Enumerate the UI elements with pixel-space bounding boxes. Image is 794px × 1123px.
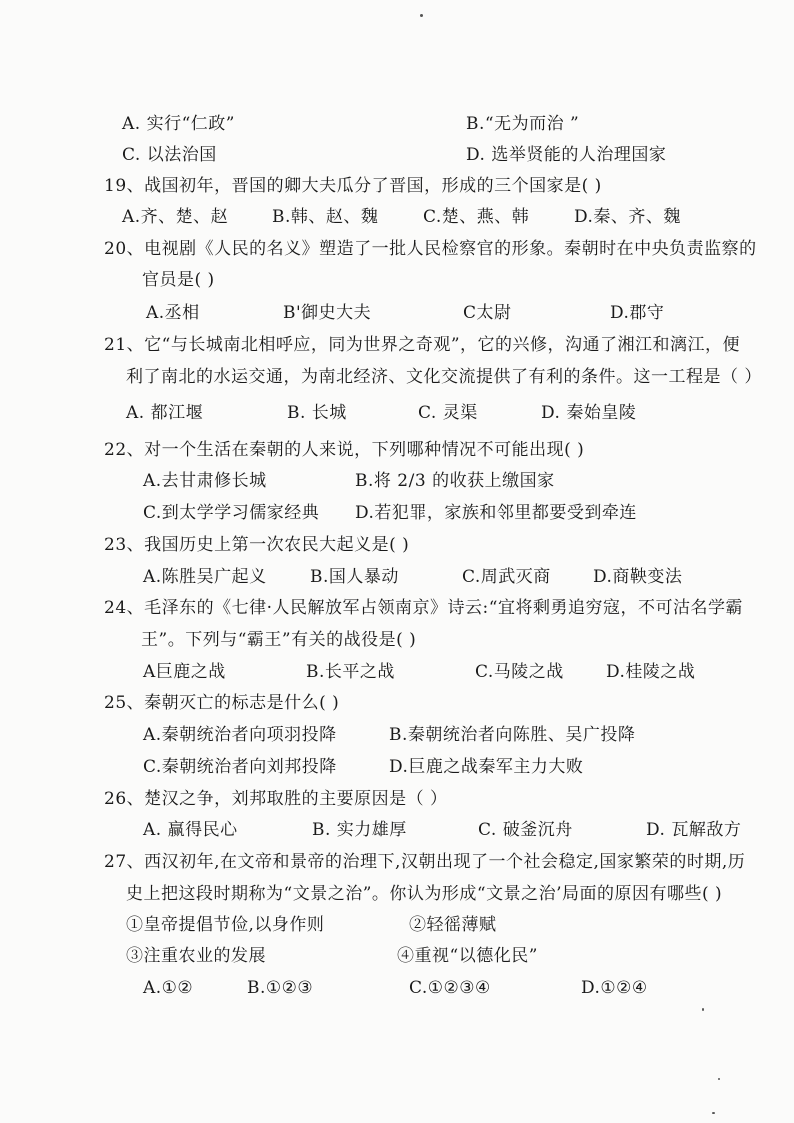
q27-item-1: ①皇帝提倡节俭,以身作则: [126, 915, 325, 935]
q19-option-d: D.秦、齐、魏: [574, 207, 681, 227]
q21-option-a: A. 都江堰: [126, 403, 204, 423]
q25-option-a: A.秦朝统治者向项羽投降: [143, 725, 337, 745]
q25-option-b: B.秦朝统治者向陈胜、吴广投降: [389, 725, 636, 745]
q20-option-d: D.郡守: [610, 303, 665, 323]
q21-option-d: D. 秦始皇陵: [541, 403, 637, 423]
q21-option-c: C. 灵渠: [418, 403, 478, 423]
q19-stem: 19、战国初年，晋国的卿大夫瓜分了晋国，形成的三个国家是( ): [104, 176, 602, 196]
q22-option-b: B.将 2/3 的收获上缴国家: [355, 471, 555, 491]
q18-option-d: D. 选举贤能的人治理国家: [466, 145, 667, 165]
q20-stem-line1: 20、电视剧《人民的名义》塑造了一批人民检察官的形象。秦朝时在中央负责监察的: [104, 239, 757, 259]
q26-option-d: D. 瓦解敌方: [646, 820, 742, 840]
q18-option-c: C. 以法治国: [122, 145, 217, 165]
q20-option-a: A.丞相: [146, 303, 200, 323]
q26-option-c: C. 破釜沉舟: [478, 820, 573, 840]
scan-speck: [702, 1008, 704, 1011]
q26-option-a: A. 赢得民心: [143, 820, 238, 840]
q27-option-a: A.①②: [143, 978, 194, 998]
q18-option-b: B.“无为而治 ”: [466, 114, 580, 134]
q26-option-b: B. 实力雄厚: [312, 820, 407, 840]
q19-option-b: B.韩、赵、魏: [272, 207, 379, 227]
q23-stem: 23、我国历史上第一次农民大起义是( ): [104, 535, 410, 555]
q23-option-d: D.商鞅变法: [593, 567, 683, 587]
q20-stem-line2: 官员是( ): [142, 270, 215, 290]
q21-stem-line1: 21、它“与长城南北相呼应，同为世界之奇观”，它的兴修，沟通了湘江和漓江，便: [104, 335, 741, 355]
q22-option-d: D.若犯罪，家族和邻里都要受到牵连: [355, 503, 637, 523]
q27-option-b: B.①②③: [247, 978, 314, 998]
q24-option-b: B.长平之战: [306, 662, 395, 682]
q24-option-c: C.马陵之战: [475, 662, 564, 682]
q24-option-a: A巨鹿之战: [143, 662, 226, 682]
q25-stem: 25、秦朝灭亡的标志是什么( ): [104, 693, 340, 713]
q22-option-a: A.去甘肃修长城: [143, 471, 267, 491]
q27-item-3: ③注重农业的发展: [126, 946, 266, 966]
q24-option-d: D.桂陵之战: [606, 662, 696, 682]
q20-option-b: B'御史大夫: [283, 303, 372, 323]
q25-option-c: C.秦朝统治者向刘邦投降: [143, 757, 337, 777]
scan-speck: [718, 1078, 720, 1080]
q24-stem-line1: 24、毛泽东的《七律·人民解放军占领南京》诗云:“宜将剩勇追穷寇，不可沽名学霸: [104, 598, 743, 618]
scan-speck: [712, 1112, 715, 1114]
q20-option-c: C太尉: [463, 303, 512, 323]
q23-option-b: B.国人暴动: [310, 567, 399, 587]
q26-stem: 26、楚汉之争，刘邦取胜的主要原因是（ ）: [104, 789, 448, 809]
q27-option-c: C.①②③④: [409, 978, 491, 998]
q25-option-d: D.巨鹿之战秦军主力大败: [389, 757, 584, 777]
q27-item-2: ②轻徭薄赋: [409, 915, 497, 935]
q22-stem: 22、对一个生活在秦朝的人来说，下列哪种情况不可能出现( ): [104, 440, 585, 460]
q22-option-c: C.到太学学习儒家经典: [143, 503, 320, 523]
q24-stem-line2: 王”。下列与“霸王”有关的战役是( ): [141, 630, 417, 650]
q27-option-d: D.①②④: [581, 978, 648, 998]
q23-option-c: C.周武灭商: [462, 567, 551, 587]
q21-stem-line2: 利了南北的水运交通，为南北经济、文化交流提供了有利的条件。这一工程是（ ）: [126, 367, 762, 387]
q19-option-c: C.楚、燕、韩: [423, 207, 530, 227]
q21-option-b: B. 长城: [287, 403, 347, 423]
q19-option-a: A.齐、楚、赵: [122, 207, 229, 227]
scan-speck: [420, 14, 423, 17]
q18-option-a: A. 实行“仁政”: [122, 114, 235, 134]
q23-option-a: A.陈胜吴广起义: [143, 567, 267, 587]
q27-stem-line2: 史上把这段时期称为“文景之治”。你认为形成“文景之治’局面的原因有哪些( ): [126, 884, 723, 904]
q27-stem-line1: 27、西汉初年,在文帝和景帝的治理下,汉朝出现了一个社会稳定,国家繁荣的时期,历: [104, 852, 746, 872]
q27-item-4: ④重视“以德化民”: [397, 946, 538, 966]
